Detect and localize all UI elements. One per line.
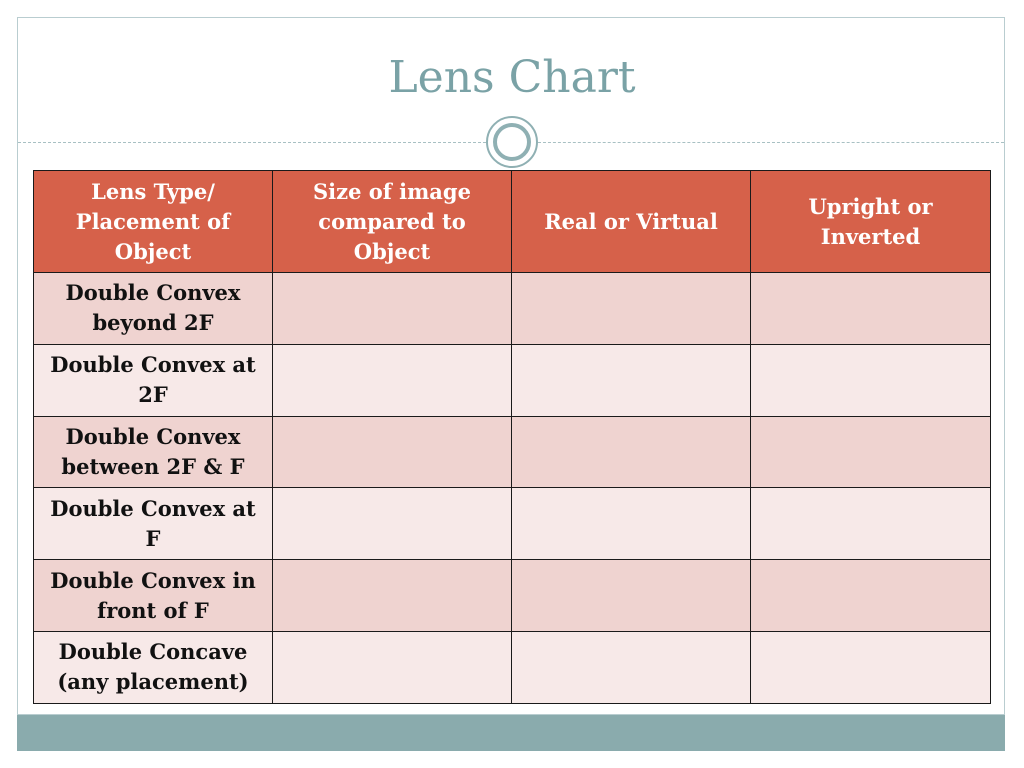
footer-bar — [17, 715, 1005, 751]
row-label: Double Convex at F — [34, 488, 273, 560]
row-label: Double Concave (any placement) — [34, 631, 273, 703]
header-real-virtual: Real or Virtual — [512, 171, 751, 273]
real-virtual-cell[interactable] — [512, 560, 751, 632]
header-upright-inverted: Upright or Inverted — [751, 171, 991, 273]
orientation-cell[interactable] — [751, 631, 991, 703]
real-virtual-cell[interactable] — [512, 344, 751, 416]
orientation-cell[interactable] — [751, 560, 991, 632]
row-label: Double Convex beyond 2F — [34, 273, 273, 345]
image-size-cell[interactable] — [273, 273, 512, 345]
row-label: Double Convex between 2F & F — [34, 416, 273, 488]
circle-ornament-icon — [486, 116, 538, 168]
table-row — [34, 560, 991, 632]
title-divider-left — [18, 142, 486, 143]
row-label: Double Convex at 2F — [34, 344, 273, 416]
table-row — [34, 416, 991, 488]
image-size-cell[interactable] — [273, 560, 512, 632]
image-size-cell[interactable] — [273, 488, 512, 560]
table-row — [34, 631, 991, 703]
orientation-cell[interactable] — [751, 344, 991, 416]
title-divider-right — [538, 142, 1004, 143]
lens-chart-table — [33, 170, 991, 704]
orientation-cell[interactable] — [751, 273, 991, 345]
image-size-cell[interactable] — [273, 416, 512, 488]
image-size-cell[interactable] — [273, 344, 512, 416]
image-size-cell[interactable] — [273, 631, 512, 703]
circle-ornament-inner — [493, 123, 531, 161]
header-image-size: Size of image compared to Object — [273, 171, 512, 273]
orientation-cell[interactable] — [751, 488, 991, 560]
header-lens-type: Lens Type/ Placement of Object — [34, 171, 273, 273]
real-virtual-cell[interactable] — [512, 488, 751, 560]
real-virtual-cell[interactable] — [512, 273, 751, 345]
table-header-row — [34, 171, 991, 273]
real-virtual-cell[interactable] — [512, 631, 751, 703]
table-row — [34, 273, 991, 345]
slide-title: Lens Chart — [388, 52, 636, 103]
real-virtual-cell[interactable] — [512, 416, 751, 488]
row-label: Double Convex in front of F — [34, 560, 273, 632]
table-row — [34, 344, 991, 416]
orientation-cell[interactable] — [751, 416, 991, 488]
table-row — [34, 488, 991, 560]
